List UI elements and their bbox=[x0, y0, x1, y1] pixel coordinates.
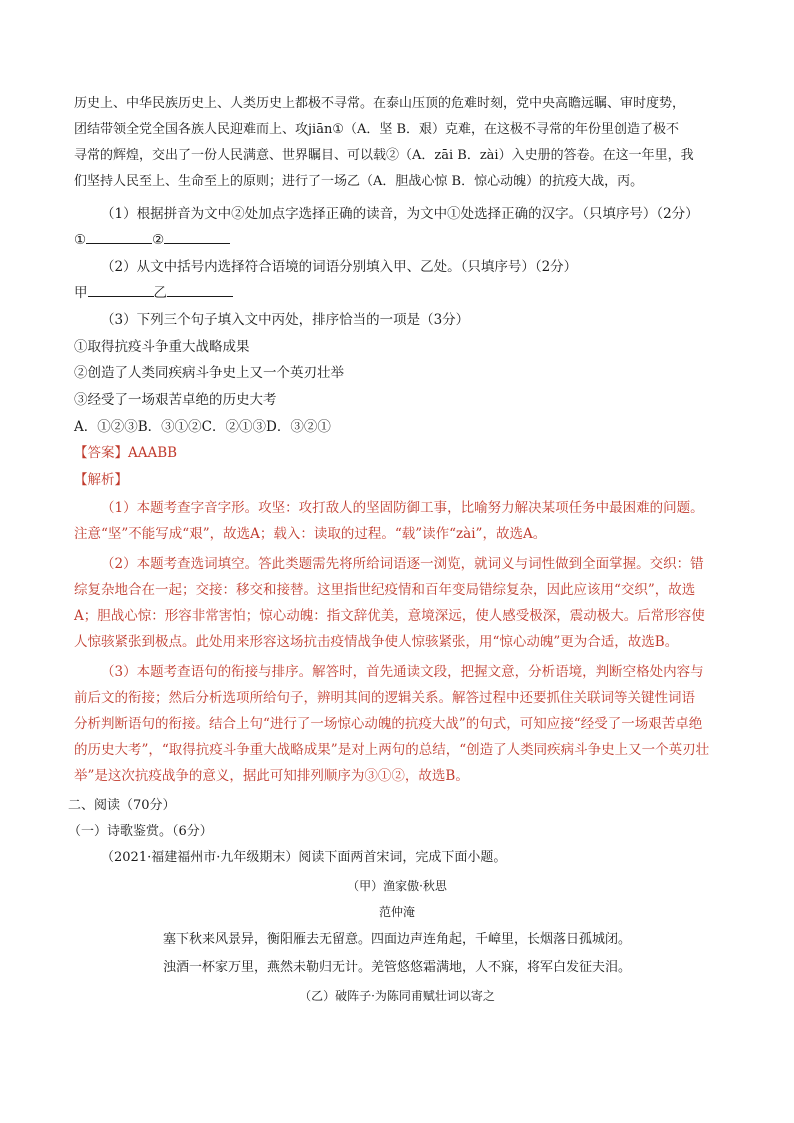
analysis-line-1: （1）本题考查字音字形。攻坚：攻打敌人的坚固防御工事，比喻努力解决某项任务中最困难的问题。 bbox=[101, 500, 704, 516]
answer-blank-1[interactable] bbox=[86, 231, 152, 244]
analysis-line-3: （2）本题考查选词填空。答此类题需先将所给词语逐一浏览，就词义与词性做到全面掌握。交织：错 bbox=[101, 556, 704, 572]
poem-1-line-1: 塞下秋来风景异，衡阳雁去无留意。四面边声连角起，千嶂里，长烟落日孤城闭。 bbox=[162, 932, 631, 947]
analysis-line-7: （3）本题考查语句的衔接与排序。解答时，首先通读文段，把握文意，分析语境，判断空格处内容与 bbox=[101, 664, 704, 680]
analysis-label: 【解析】 bbox=[74, 472, 128, 488]
analysis-line-11: 举”是这次抗疫战争的意义，据此可知排列顺序为③①②，故选B。 bbox=[74, 768, 469, 784]
question-2: （2）从文中括号内选择符合语境的词语分别填入甲、乙处。（只填序号）（2分） bbox=[101, 259, 578, 275]
question-2-blanks bbox=[74, 283, 233, 303]
analysis-line-2: 注意“坚”不能写成“艰”，故选A；载入：读取的过程。“载”读作“zài”，故选A。 bbox=[74, 526, 547, 542]
poem-intro: （2021·福建福州市·九年级期末）阅读下面两首宋词，完成下面小题。 bbox=[101, 850, 507, 865]
section-heading-reading: 二、阅读（70分） bbox=[68, 798, 176, 813]
question-1-blanks bbox=[74, 230, 230, 250]
analysis-line-9: 分析判断语句的衔接。结合上句“进行了一场惊心动魄的抗疫大战”的句式，可知应接“经受了一场艰苦卓绝 bbox=[74, 716, 703, 732]
answer-blank-jia[interactable] bbox=[88, 284, 154, 297]
question-3: （3）下列三个句子填入文中丙处，排序恰当的一项是（3分） bbox=[101, 312, 470, 328]
sentence-3: ③经受了一场艰苦卓绝的历史大考 bbox=[74, 392, 277, 408]
blank-label-yi: 乙 bbox=[153, 285, 167, 301]
analysis-line-4: 综复杂地合在一起；交接：移交和接替。这里指世纪疫情和百年变局错综复杂，因此应该用“交织”，故选 bbox=[74, 582, 696, 598]
analysis-line-6: 人惊骇紧张到极点。此处用来形容这场抗击疫情战争使人惊骇紧张，用“惊心动魄”更为合适，故选B。 bbox=[74, 634, 679, 650]
sentence-1: ①取得抗疫斗争重大战略成果 bbox=[74, 339, 250, 355]
answer-blank-yi[interactable] bbox=[167, 284, 233, 297]
question-1: （1）根据拼音为文中②处加点字选择正确的读音，为文中①处选择正确的汉字。（只填序号）（2分） bbox=[101, 206, 699, 222]
poem-1-title: （甲）渔家傲·秋思 bbox=[347, 879, 447, 893]
blank-label-2: ② bbox=[152, 232, 165, 248]
answer-line bbox=[74, 443, 177, 463]
analysis-line-5: A；胆战心惊：形容非常害怕；惊心动魄：指文辞优美，意境深远，使人感受极深，震动极大。后常形容使 bbox=[74, 608, 705, 624]
answer-blank-2[interactable] bbox=[164, 231, 230, 244]
blank-label-jia: 甲 bbox=[74, 285, 88, 301]
passage-line-3: 寻常的辉煌，交出了一份人民满意、世界瞩目、可以载②（A．zāi B．zài）入史册的答卷。在这一年里，我 bbox=[74, 148, 694, 163]
sentence-2: ②创造了人类同疾病斗争史上又一个英刃壮举 bbox=[74, 365, 344, 381]
answer-value: AAABB bbox=[128, 445, 178, 461]
poem-1-author: 范仲淹 bbox=[378, 905, 415, 919]
answer-label: 【答案】 bbox=[74, 445, 128, 461]
analysis-line-8: 前后文的衔接；然后分析选项所给句子，辨明其间的逻辑关系。解答过程中还要抓住关联词等关键性词语 bbox=[74, 690, 695, 706]
passage-line-1: 历史上、中华民族历史上、人类历史上都极不寻常。在泰山压顶的危难时刻，党中央高瞻远瞩、审时度势， bbox=[74, 96, 686, 111]
poem-2-title: （乙）破阵子·为陈同甫赋壮词以寄之 bbox=[299, 989, 495, 1003]
section-heading-poetry: （一）诗歌鉴赏。（6分） bbox=[68, 824, 213, 839]
analysis-line-10: 的历史大考”，“取得抗疫斗争重大战略成果”是对上两句的总结，“创造了人类同疾病斗争史上又一个英刃壮 bbox=[74, 742, 710, 758]
question-3-options: A．①②③B．③①②C．②①③D．③②① bbox=[74, 419, 331, 435]
blank-label-1: ① bbox=[74, 232, 87, 248]
passage-line-4: 们坚持人民至上、生命至上的原则；进行了一场乙（A．胆战心惊 B．惊心动魄）的抗疫大战，丙。 bbox=[74, 174, 644, 189]
poem-1-line-2: 浊酒一杯家万里，燕然未勒归无计。羌管悠悠霜满地，人不寐，将军白发征夫泪。 bbox=[162, 960, 631, 975]
passage-line-2: 团结带领全党全国各族人民迎难而上、攻jiān①（A．坚 B．艰）克难，在这极不寻常的年份里创造了极不 bbox=[74, 122, 680, 137]
